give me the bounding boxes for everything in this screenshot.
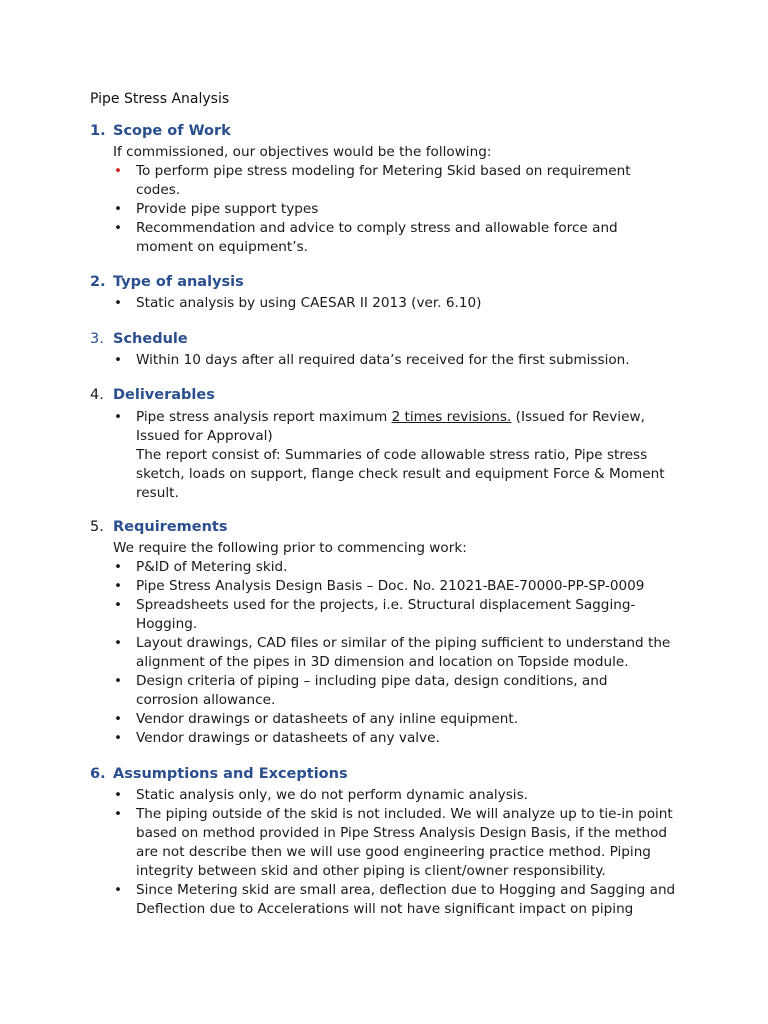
bullet-icon: • [114,730,123,746]
list-item [113,408,676,503]
section-number: 5. [90,519,104,535]
bullet-list [90,558,690,748]
underlined-revisions-text: 2 times revisions. [391,409,512,425]
bullet-list [113,351,690,370]
list-item-text: Vendor drawings or datasheets of any valve. [136,730,440,746]
list-item [113,805,681,881]
section-title: Schedule [113,331,188,347]
list-item-text: Layout drawings, CAD files or similar of the piping sufficient to understand the alignment of the pipes in 3D dimension and location on Topside module. [136,635,671,670]
section-number: 4. [90,387,104,403]
list-item-text: Spreadsheets used for the projects, i.e. Structural displacement Sagging-Hogging. [136,597,636,632]
bullet-icon: • [114,409,123,425]
section-heading [90,387,690,407]
section-number: 6. [90,766,106,782]
list-item-text: Recommendation and advice to comply stress and allowable force and moment on equipment’s. [136,220,618,255]
bullet-list [113,294,690,313]
section-number: 2. [90,274,106,290]
list-item [113,294,676,313]
section-type-of-analysis [90,274,690,313]
section-scope-of-work [90,123,690,257]
section-deliverables [90,387,690,503]
section-heading [90,123,690,143]
list-item-text: Provide pipe support types [136,201,319,217]
section-title: Assumptions and Exceptions [113,766,348,782]
list-item-text: To perform pipe stress modeling for Metering Skid based on requirement codes. [136,163,631,198]
list-item [90,729,656,748]
section-schedule [90,331,690,370]
list-item [113,351,676,370]
list-item [90,596,656,634]
list-item [90,672,636,710]
list-item [90,558,656,577]
section-intro: If commissioned, our objectives would be the following: [113,144,492,160]
list-item-text: Static analysis by using CAESAR II 2013 (ver. 6.10) [136,295,482,311]
bullet-list [113,408,690,503]
section-assumptions-and-exceptions [90,766,690,919]
section-requirements [90,519,690,748]
bullet-icon: • [114,352,123,368]
document-title: Pipe Stress Analysis [90,91,230,107]
section-title: Type of analysis [113,274,244,290]
section-heading [90,519,690,539]
bullet-icon: • [114,711,123,727]
list-item-text: Static analysis only, we do not perform dynamic analysis. [136,787,528,803]
section-heading [90,331,690,351]
list-item [90,634,676,672]
section-number: 3. [90,331,104,347]
list-item [113,881,681,919]
bullet-icon: • [114,578,123,594]
list-item [113,162,676,200]
section-number: 1. [90,123,106,139]
bullet-icon: • [114,295,123,311]
bullet-icon: • [114,635,123,651]
bullet-icon: • [114,220,123,236]
list-item [113,786,676,805]
list-item-text: Since Metering skid are small area, deflection due to Hogging and Sagging and Deflection due to Accelerations will not have significant impact on piping [136,882,676,917]
list-item-text: Within 10 days after all required data’s received for the first submission. [136,352,630,368]
bullet-list [113,786,690,919]
list-item-continuation: The report consist of: Summaries of code allowable stress ratio, Pipe stress sketch, loads on support, flange check result and equipment Force & Moment result. [136,447,665,501]
list-item [90,577,676,596]
list-item-text: Pipe stress analysis report maximum [136,409,392,425]
list-item [90,710,656,729]
list-item-text: P&ID of Metering skid. [136,559,288,575]
bullet-icon: • [114,673,123,689]
list-item-text: Pipe Stress Analysis Design Basis – Doc. No. 21021-BAE-70000-PP-SP-0009 [136,578,645,594]
bullet-icon: • [114,559,123,575]
list-item [113,200,676,219]
bullet-icon: • [114,882,123,898]
list-item-text: (Issued for Review, Issued for Approval) [136,409,645,444]
bullet-icon: • [114,597,123,613]
bullet-icon: • [114,806,123,822]
section-intro: We require the following prior to commencing work: [113,540,467,556]
bullet-list [113,162,690,257]
list-item-text: The piping outside of the skid is not included. We will analyze up to tie-in point based on method provided in Pipe Stress Analysis Design Basis, if the method are not describe then we will use good engineering practice method. Piping integrity between skid and other piping is client/owner responsibility. [136,806,673,879]
bullet-icon: • [114,163,123,179]
list-item-text: Vendor drawings or datasheets of any inline equipment. [136,711,519,727]
section-heading [90,274,690,294]
section-title: Scope of Work [113,123,231,139]
bullet-icon: • [114,201,123,217]
list-item-text: Design criteria of piping – including pipe data, design conditions, and corrosion allowance. [136,673,608,708]
bullet-icon: • [114,787,123,803]
list-item [113,219,676,257]
section-title: Deliverables [113,387,215,403]
section-heading [90,766,690,786]
section-title: Requirements [113,519,228,535]
